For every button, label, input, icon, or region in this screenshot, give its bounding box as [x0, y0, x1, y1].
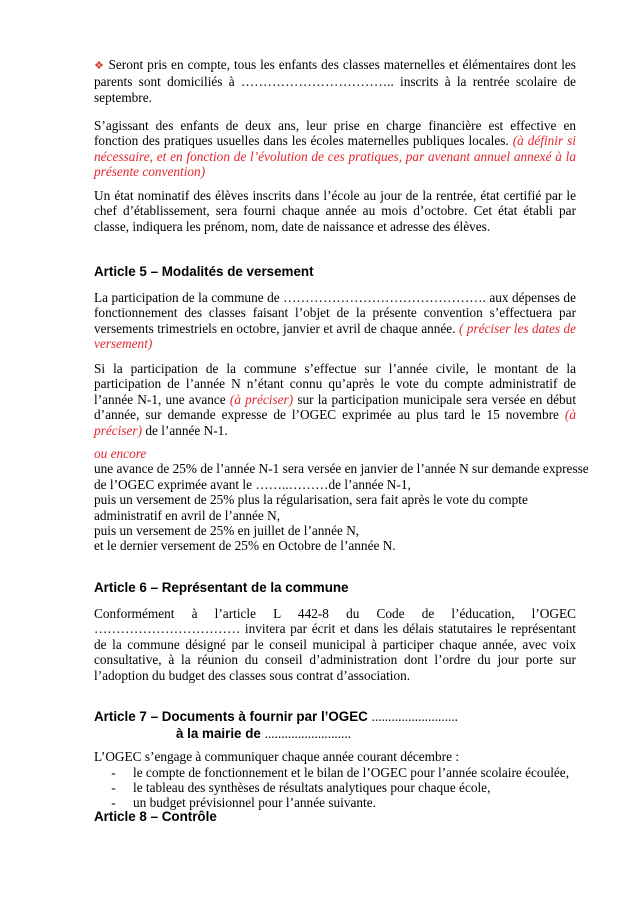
- list-item: [94, 765, 569, 780]
- article-5-paragraph-1: [94, 290, 576, 352]
- alternative-line: administratif en avril de l’année N,: [94, 507, 281, 523]
- note-deadline: (à préciser): [94, 407, 576, 438]
- article-7-title-text: Article 7 – Documents à fournir par l’OGEC: [94, 709, 368, 724]
- alternative-line: puis un versement de 25% en juillet de l’année N,: [94, 523, 360, 539]
- article-5-paragraph-2-part-a: Si la participation de la commune s’effectue sur l’année civile, le montant de la participation de l’année N n’étant connu qu’après le vote du compte administratif de l’année N-1, une avance: [94, 361, 576, 407]
- note-payment-dates: ( préciser les dates de versement): [94, 320, 577, 352]
- paragraph-two-year-olds-text: S’agissant des enfants de deux ans, leur prise en charge financière est effective en fonction des pratiques usuelles dans les écoles maternelles publiques locales.: [94, 118, 576, 149]
- alternative-line: et le dernier versement de 25% en Octobre de l’année N.: [94, 538, 396, 554]
- article-5-paragraph-2-part-c: de l’année N-1.: [145, 422, 228, 438]
- paragraph-nominative-list: Un état nominatif des élèves inscrits dans l’école au jour de la rentrée, état certifié par le chef d’établissement, sera fourni chaque année au mois d’octobre. Cet état établi par classe, indiquera les prénom, nom, date de naissance et adresse des élèves.: [94, 188, 576, 234]
- article-7-intro: L’OGEC s’engage à communiquer chaque année courant décembre :: [94, 749, 460, 764]
- article-7-title: [94, 709, 458, 725]
- article-7-title-dots: ..........................: [371, 709, 458, 724]
- list-item-text: un budget prévisionnel pour l’année suivante.: [133, 795, 376, 810]
- alternative-line: puis un versement de 25% plus la régularisation, sera fait après le vote du compte: [94, 492, 528, 508]
- article-8-title: Article 8 – Contrôle: [94, 809, 217, 824]
- list-item-text: le tableau des synthèses de résultats analytiques pour chaque école,: [133, 780, 491, 795]
- article-6-title: Article 6 – Représentant de la commune: [94, 580, 349, 595]
- article-5-paragraph-2-part-b: sur la participation municipale sera versée en début d’année, sur demande expresse de l’OGEC exprimée au plus tard le 15 novembre: [94, 391, 577, 423]
- alternative-label: ou encore: [94, 446, 147, 461]
- list-dash: -: [111, 765, 116, 780]
- note-two-year-olds: (à définir si nécessaire, et en fonction de l’évolution de ces pratiques, par avenant annuel annexé à la présente convention): [94, 133, 576, 180]
- article-5-paragraph-2: [94, 361, 576, 438]
- article-5-title: Article 5 – Modalités de versement: [94, 264, 314, 279]
- article-7-title-2-text: à la mairie de: [176, 726, 261, 741]
- list-item-text: le compte de fonctionnement et le bilan de l’OGEC pour l’année scolaire écoulée,: [133, 765, 570, 780]
- article-5-alternative: [94, 446, 589, 554]
- article-7-title-2-dots: ..........................: [264, 726, 352, 741]
- note-advance: (à préciser): [229, 391, 294, 407]
- list-dash: -: [111, 780, 116, 795]
- diamond-bullet-icon: ❖: [94, 60, 105, 72]
- article-7-title-line-2: [176, 726, 351, 742]
- paragraph-enrolment: [94, 57, 576, 105]
- article-5-paragraph-1-text: La participation de la commune de ………………………………………. aux dépenses de fonctionnement des classes faisant l’objet de la présente convention s’effectuera par versements trimestriels en octobre, janvier et avril de chaque année.: [94, 290, 576, 336]
- alternative-line: une avance de 25% de l’année N-1 sera versée en janvier de l’année N sur demande expresse: [94, 461, 589, 477]
- alternative-line: de l’OGEC exprimée avant le ……..………de l’année N-1,: [94, 476, 411, 492]
- article-6-paragraph: Conformément à l’article L 442-8 du Code de l’éducation, l’OGEC …………………………… invitera par écrit et dans les délais statutaires le représentant de la commune désigné par le conseil municipal à participer chaque année, avec voix consultative, à la réunion du conseil d’administration dont l’ordre du jour porte sur l’adoption du budget des classes sous contrat d’association.: [94, 606, 576, 683]
- paragraph-two-year-olds: [94, 118, 576, 180]
- paragraph-enrolment-text: Seront pris en compte, tous les enfants des classes maternelles et élémentaires dont les parents sont domiciliés à …………………………….. inscrits à la rentrée scolaire de septembre.: [94, 57, 576, 105]
- list-item: [94, 780, 490, 795]
- list-dash: -: [111, 795, 116, 810]
